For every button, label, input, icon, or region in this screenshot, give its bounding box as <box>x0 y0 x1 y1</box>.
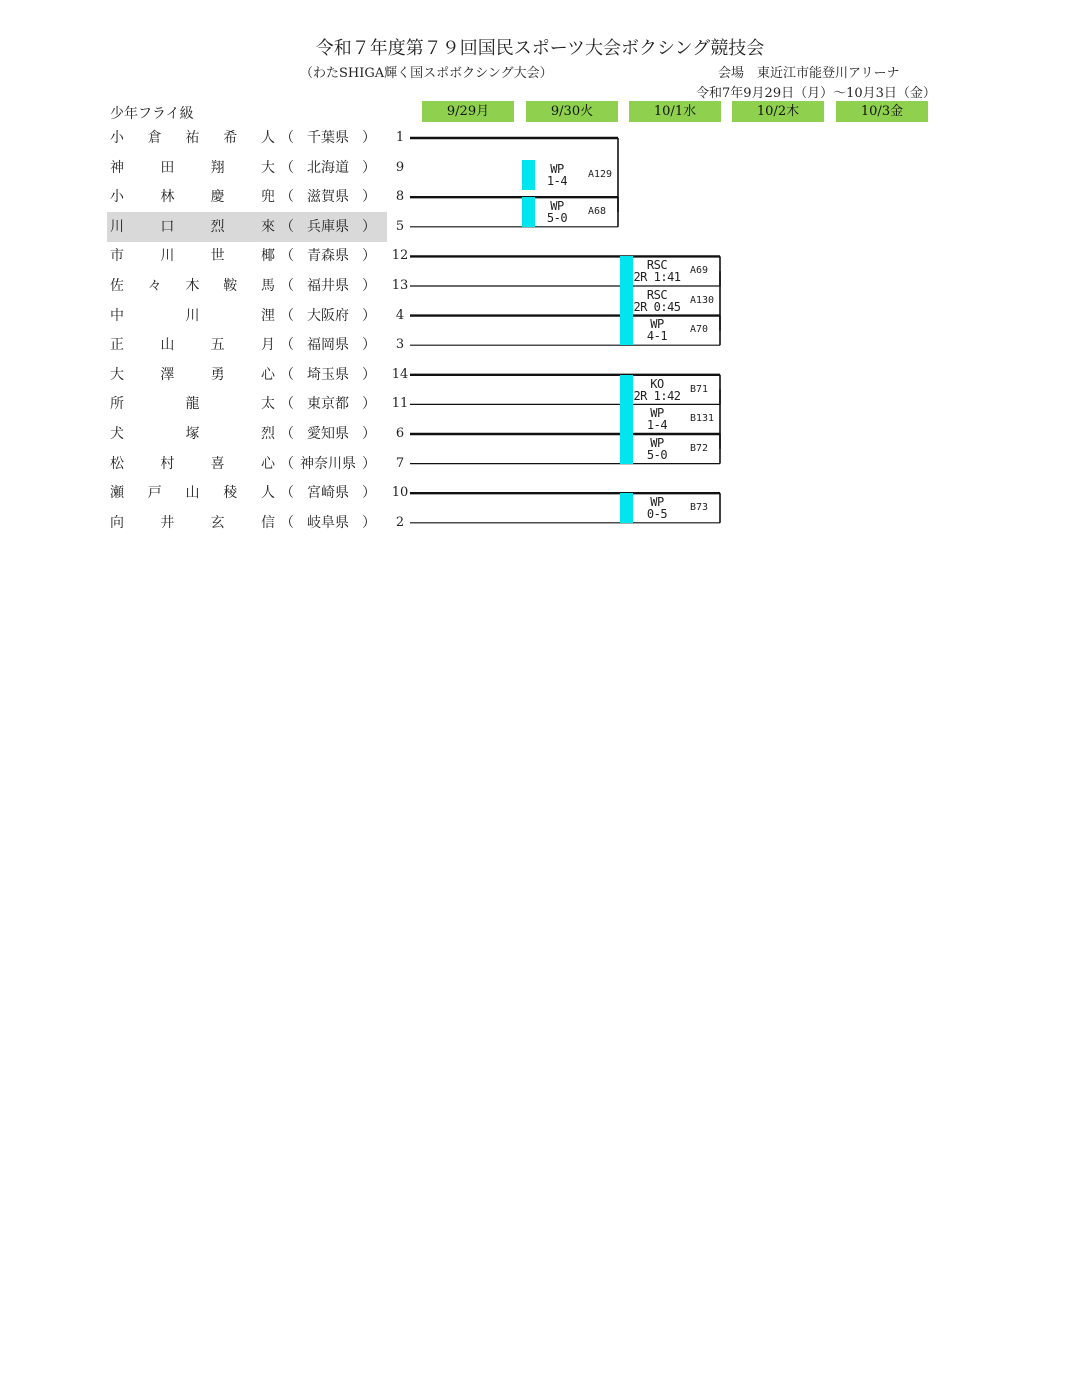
result-method: WP <box>550 199 564 213</box>
athlete-prefecture: （ 愛知県 ） <box>280 426 376 442</box>
match-result <box>528 163 586 187</box>
seed-number: 4 <box>395 307 405 323</box>
day-header: 10/1水 <box>629 101 721 122</box>
match-result <box>626 289 688 313</box>
match-code: A70 <box>690 324 709 336</box>
athlete-prefecture: （ 大阪府 ） <box>280 307 376 324</box>
athlete-name: 瀬 戸 山 稜 人 <box>110 485 275 502</box>
seed-number: 9 <box>395 159 405 175</box>
seed-number: 14 <box>391 366 409 382</box>
athlete-name: 中 川 浬 <box>110 307 275 324</box>
match-code: B131 <box>690 413 715 425</box>
result-score: 1-4 <box>646 418 668 433</box>
athlete-prefecture: （ 岐阜県 ） <box>280 514 376 531</box>
seed-number: 2 <box>395 514 405 530</box>
athlete-prefecture: （ 神奈川県 ） <box>280 455 376 472</box>
result-score: 5-0 <box>546 211 568 225</box>
athlete-name: 佐 々 木 鞍 馬 <box>110 278 275 294</box>
athlete-prefecture: （ 兵庫県 ） <box>280 218 376 235</box>
athlete-prefecture: （ 福井県 ） <box>280 278 376 294</box>
match-result <box>626 259 688 283</box>
venue-label: 会場 東近江市能登川アリーナ <box>718 66 900 81</box>
result-method: WP <box>650 435 664 450</box>
match-result <box>626 378 688 402</box>
athlete-prefecture: （ 北海道 ） <box>280 159 376 176</box>
seed-number: 11 <box>391 396 409 412</box>
weight-class-label: 少年フライ級 <box>110 106 194 122</box>
match-code: B73 <box>690 502 709 513</box>
result-score: 1-4 <box>546 174 568 188</box>
athlete-name: 松 村 喜 心 <box>110 455 275 472</box>
day-header: 9/29月 <box>422 101 514 122</box>
result-score: 4-1 <box>646 329 668 344</box>
match-result <box>528 200 586 224</box>
athlete-name: 正 山 五 月 <box>110 337 275 354</box>
athlete-name: 神 田 翔 大 <box>110 159 275 176</box>
seed-number: 8 <box>395 189 405 205</box>
athlete-prefecture: （ 青森県 ） <box>280 248 376 265</box>
match-result <box>626 407 688 431</box>
athlete-prefecture: （ 埼玉県 ） <box>280 366 376 383</box>
athlete-name: 所 龍 太 <box>110 396 275 413</box>
seed-number: 6 <box>395 426 405 441</box>
athlete-prefecture: （ 東京都 ） <box>280 396 376 413</box>
athlete-name: 小 倉 祐 希 人 <box>110 130 275 146</box>
match-code: A69 <box>690 265 709 277</box>
match-code: A130 <box>690 294 715 306</box>
result-score: 2R 1:41 <box>633 270 681 285</box>
athlete-prefecture: （ 宮崎県 ） <box>280 485 376 502</box>
athlete-name: 川 口 烈 來 <box>110 218 275 235</box>
result-score: 0-5 <box>646 507 668 521</box>
date-range: 令和7年9月29日（月）～10月3日（金） <box>696 86 936 101</box>
day-header: 10/2木 <box>732 101 824 122</box>
day-header: 9/30火 <box>526 101 618 122</box>
seed-number: 12 <box>391 248 409 264</box>
match-code: B71 <box>690 383 709 395</box>
match-code: A129 <box>588 169 613 180</box>
match-code: B72 <box>690 442 709 454</box>
athlete-prefecture: （ 千葉県 ） <box>280 130 376 146</box>
result-method: WP <box>650 406 664 421</box>
result-method: WP <box>650 495 664 509</box>
athlete-name: 小 林 慶 兜 <box>110 189 275 206</box>
result-method: WP <box>550 162 564 176</box>
day-header: 10/3金 <box>836 101 928 122</box>
athlete-name: 犬 塚 烈 <box>110 426 275 442</box>
seed-number: 1 <box>395 130 405 145</box>
match-result <box>626 318 688 342</box>
seed-number: 10 <box>391 485 409 501</box>
result-score: 2R 1:42 <box>633 388 681 403</box>
result-method: RSC <box>646 287 668 302</box>
athlete-name: 市 川 世 椰 <box>110 248 275 265</box>
athlete-prefecture: （ 滋賀県 ） <box>280 189 376 206</box>
match-result <box>626 437 688 461</box>
athlete-name: 向 井 玄 信 <box>110 514 275 531</box>
page-subtitle: （わたSHIGA輝く国スポボクシング大会） <box>300 66 553 81</box>
result-method: WP <box>650 317 664 332</box>
result-method: RSC <box>646 258 668 273</box>
result-score: 2R 0:45 <box>633 299 681 314</box>
seed-number: 13 <box>391 278 409 293</box>
result-method: KO <box>650 376 664 391</box>
match-result <box>626 496 688 520</box>
athlete-name: 大 澤 勇 心 <box>110 366 275 383</box>
seed-number: 3 <box>395 337 405 353</box>
match-code: A68 <box>588 206 607 217</box>
result-score: 5-0 <box>646 447 668 462</box>
seed-number: 5 <box>395 218 405 234</box>
seed-number: 7 <box>395 455 405 471</box>
page-title: 令和７年度第７９回国民スポーツ大会ボクシング競技会 <box>315 38 765 59</box>
athlete-prefecture: （ 福岡県 ） <box>280 337 376 354</box>
